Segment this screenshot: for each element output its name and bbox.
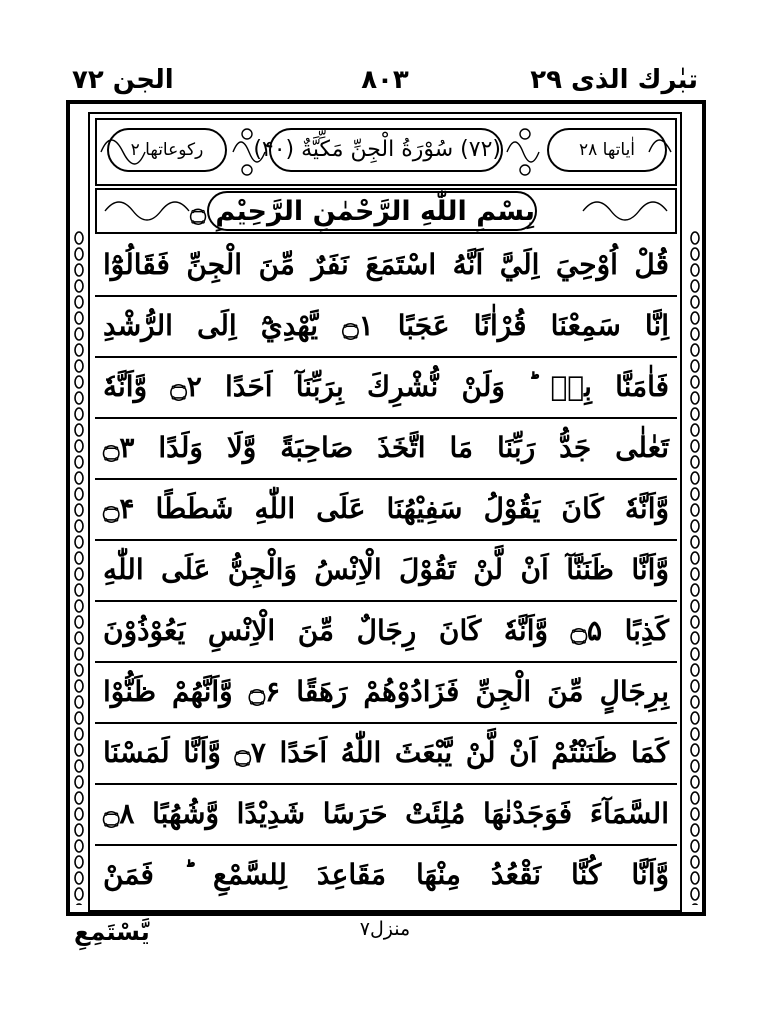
- verse-line: [95, 724, 677, 785]
- verse-line-text: تَعٰلٰى جَدُّ رَبِّنَا مَا اتَّخَذَ صَاحِبَةً وَّلَا وَلَدًا ۝۳: [103, 431, 669, 464]
- verse-lines: [95, 236, 677, 907]
- verse-line: [95, 602, 677, 663]
- manzil-marker: منزل۷: [359, 918, 411, 940]
- verse-line-text: قُلْ اُوْحِيَ اِلَيَّ اَنَّهُ اسْتَمَعَ نَفَرٌ مِّنَ الْجِنِّ فَقَالُوْٓا: [103, 248, 669, 281]
- verse-line-text: وَّاَنَّا كُنَّا نَقْعُدُ مِنْهَا مَقَاعِدَ لِلسَّمْعِ ؕ فَمَنْ: [103, 858, 669, 891]
- verse-line-text: وَّاَنَّا ظَنَنَّآ اَنْ لَّنْ تَقُوْلَ الْاِنْسُ وَالْجِنُّ عَلَى اللّٰهِ: [103, 553, 669, 586]
- verse-line-text: كَذِبًا ۝۵ وَّاَنَّهٗ كَانَ رِجَالٌ مِّنَ الْاِنْسِ يَعُوْذُوْنَ: [103, 614, 669, 647]
- left-chain-ornament: [72, 230, 86, 905]
- verse-line-text: بِرِجَالٍ مِّنَ الْجِنِّ فَزَادُوْهُمْ رَهَقًا ۝۶ وَّاَنَّهُمْ ظَنُّوْا: [103, 675, 670, 708]
- verse-line: [95, 419, 677, 480]
- surah-reference: الجن ۷۲: [72, 65, 174, 95]
- verse-line-text: السَّمَآءَ فَوَجَدْنٰهَا مُلِئَتْ حَرَسًا شَدِيْدًا وَّشُهُبًا ۝۸: [103, 797, 669, 830]
- verse-line-text: وَّاَنَّهٗ كَانَ يَقُوْلُ سَفِيْهُنَا عَلَى اللّٰهِ شَطَطًا ۝۴: [103, 492, 669, 525]
- verse-line-text: فَاٰمَنَّا بِهٖ ؕ وَلَنْ نُّشْرِكَ بِرَبِّنَآ اَحَدًا ۝۲ وَّاَنَّهٗ: [103, 370, 669, 403]
- verse-line: [95, 297, 677, 358]
- verse-line: [95, 480, 677, 541]
- verse-line: [95, 785, 677, 846]
- verse-line: [95, 358, 677, 419]
- bismillah-band: [95, 188, 677, 234]
- verse-line-text: كَمَا ظَنَنْتُمْ اَنْ لَّنْ يَّبْعَثَ اللّٰهُ اَحَدًا ۝۷ وَّاَنَّا لَمَسْنَا: [103, 736, 669, 769]
- surah-banner: [95, 118, 677, 186]
- verse-line: [95, 236, 677, 297]
- verse-line-text: اِنَّا سَمِعْنَا قُرْاٰنًا عَجَبًا ۝۱ يَّهْدِيْٓ اِلَى الرُّشْدِ: [103, 309, 670, 342]
- ayat-cartouche: اٰیاتھا ۲۸: [547, 128, 667, 172]
- surah-title-cartouche: (۷۲) سُوْرَةُ الْجِنِّ مَكِّيَّةٌ (۴۰): [269, 128, 503, 172]
- juz-reference: تبٰرك الذی ۲۹: [530, 65, 698, 95]
- verse-line: [95, 846, 677, 907]
- verse-line: [95, 541, 677, 602]
- right-chain-ornament: [688, 230, 702, 905]
- verse-line: [95, 663, 677, 724]
- page-number: ۸۰۳: [361, 65, 409, 95]
- catchword: يَّسْتَمِعِ: [74, 918, 150, 946]
- rukus-cartouche: رکوعاتھا ۲: [107, 128, 227, 172]
- bismillah: بِسْمِ اللّٰهِ الرَّحْمٰنِ الرَّحِيْمِ ۝: [207, 191, 537, 231]
